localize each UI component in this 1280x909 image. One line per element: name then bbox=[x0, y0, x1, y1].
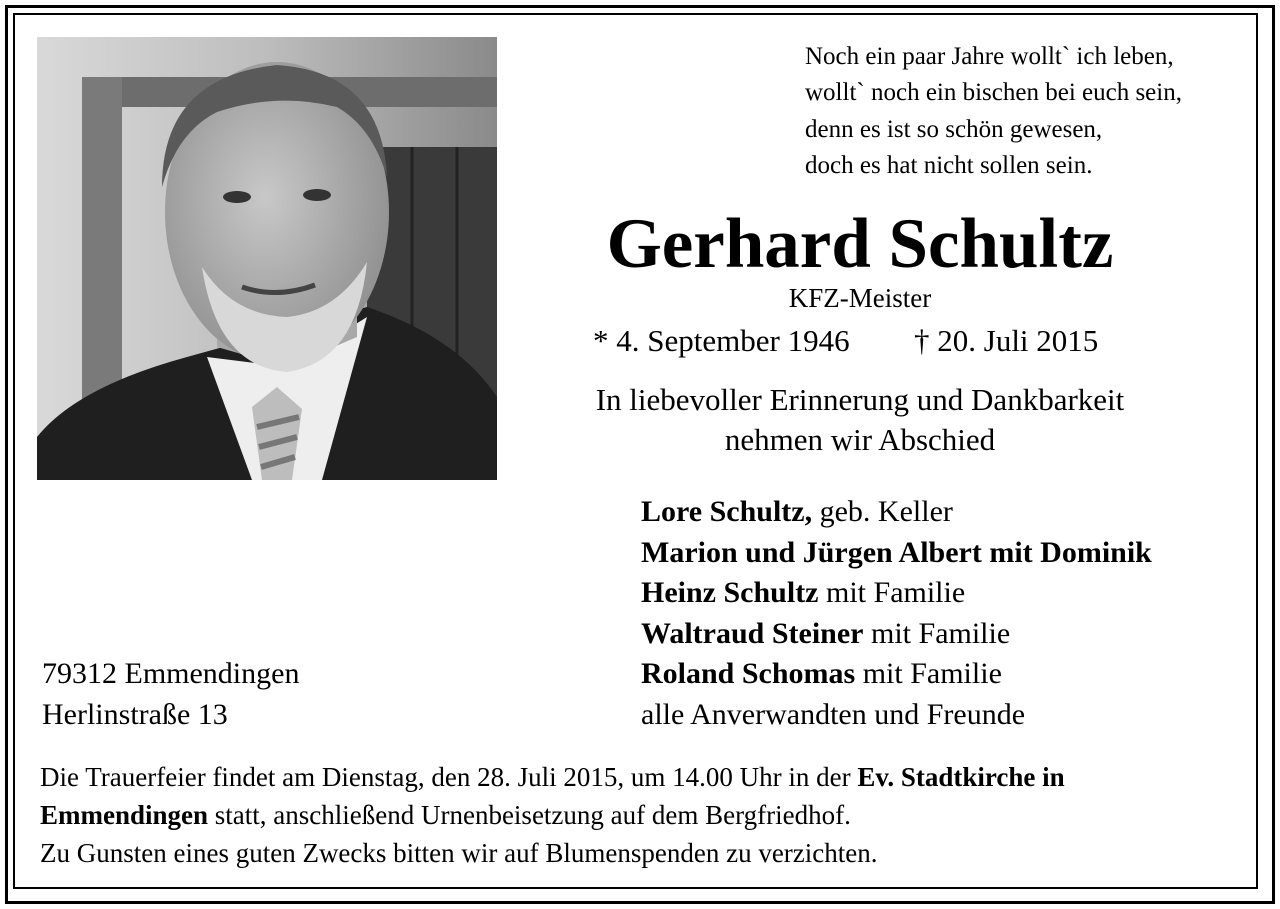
poem-line-4: doch es hat nicht sollen sein. bbox=[805, 152, 1093, 179]
mourner-6: alle Anverwandten und Freunde bbox=[641, 698, 1026, 731]
birth-date: * 4. September 1946 bbox=[593, 323, 850, 358]
poem-line-2: wollt` noch ein bischen bei euch sein, bbox=[805, 79, 1182, 106]
mourner-4: Waltraud Steiner mit Familie bbox=[641, 617, 1011, 650]
deceased-name: Gerhard Schultz bbox=[606, 205, 1114, 283]
death-date: † 20. Juli 2015 bbox=[914, 323, 1099, 358]
poem-line-3: denn es ist so schön gewesen, bbox=[805, 116, 1103, 143]
ceremony-line-2: Emmendingen statt, anschließend Urnenbeisetzung auf dem Bergfriedhof. bbox=[40, 800, 851, 830]
remembrance-line-1: In liebevoller Erinnerung und Dankbarkeit bbox=[595, 382, 1125, 417]
mourner-2: Marion und Jürgen Albert mit Dominik bbox=[641, 536, 1152, 569]
portrait-image bbox=[37, 37, 497, 480]
poem-line-1: Noch ein paar Jahre wollt` ich leben, bbox=[805, 43, 1174, 70]
address-street: Herlinstraße 13 bbox=[42, 698, 228, 731]
portrait-photo bbox=[37, 37, 497, 480]
mourner-5: Roland Schomas mit Familie bbox=[641, 657, 1002, 690]
deceased-profession: KFZ-Meister bbox=[788, 283, 932, 313]
address-city: 79312 Emmendingen bbox=[42, 657, 300, 690]
mourner-3: Heinz Schultz mit Familie bbox=[641, 576, 966, 609]
ceremony-line-3: Zu Gunsten eines guten Zwecks bitten wir auf Blumenspenden zu verzichten. bbox=[40, 838, 878, 868]
ceremony-line-1: Die Trauerfeier findet am Dienstag, den 28. Juli 2015, um 14.00 Uhr in der Ev. Stadtkirche in bbox=[40, 762, 1065, 792]
remembrance-line-2: nehmen wir Abschied bbox=[724, 422, 996, 457]
mourner-1: Lore Schultz, geb. Keller bbox=[641, 495, 953, 528]
